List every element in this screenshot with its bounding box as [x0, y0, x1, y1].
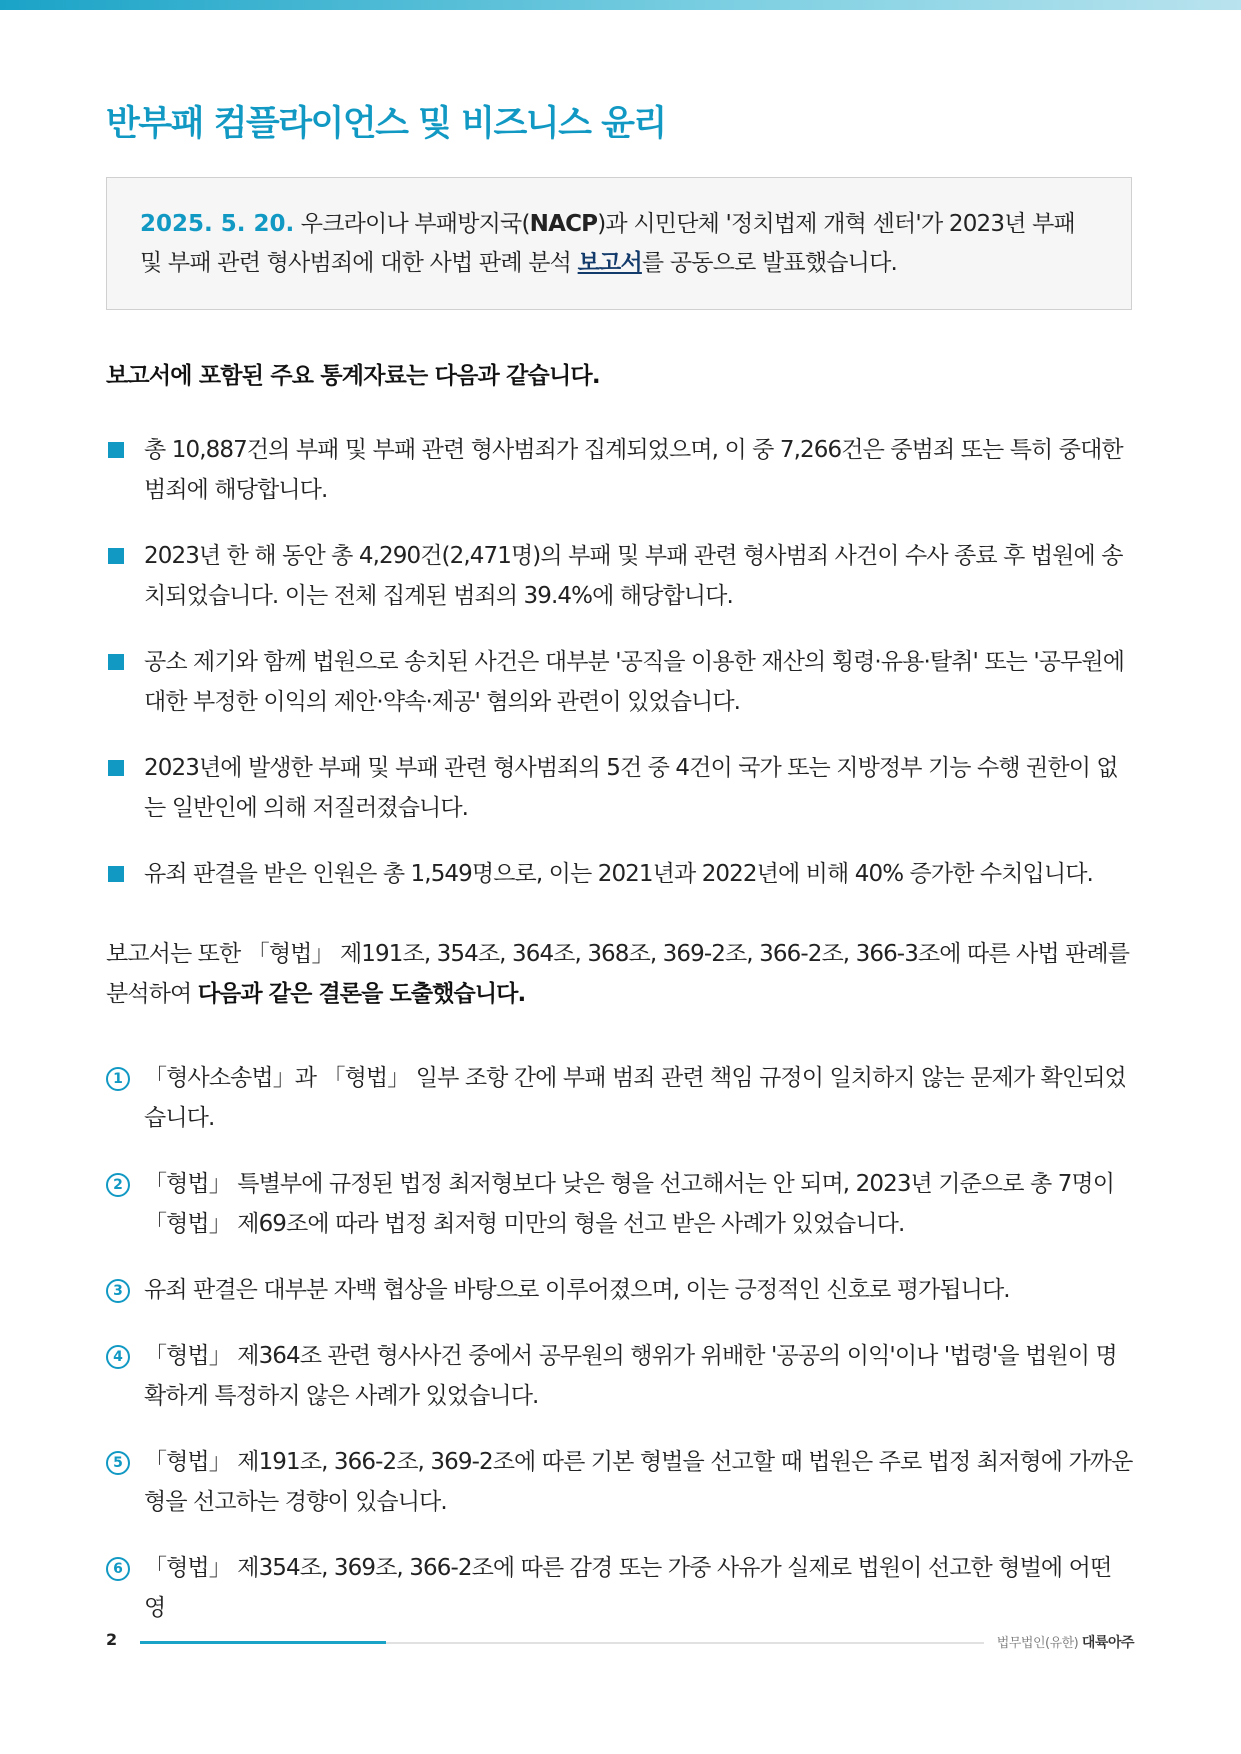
circled-number-icon: 6: [106, 1557, 130, 1581]
finding-text: 유죄 판결은 대부분 자백 협상을 바탕으로 이루어졌으며, 이는 긍정적인 신호로 평가됩니다.: [144, 1277, 1010, 1303]
circled-number-icon: 3: [106, 1279, 130, 1303]
circled-number-icon: 1: [106, 1067, 130, 1091]
page-footer: [106, 1630, 1134, 1660]
notice-nacp: NACP: [529, 211, 598, 237]
finding-text: 「형사소송법」과 「형법」 일부 조항 간에 부패 범죄 관련 책임 규정이 일치하지 않는 문제가 확인되었습니다.: [144, 1065, 1126, 1131]
findings-list: [106, 1058, 1134, 1654]
paragraph-text: 보고서는 또한 「형법」 제191조, 354조, 364조, 368조, 369-2조, 366-2조, 366-3조에 따른 사법 판례를 분석하여: [106, 941, 1130, 1007]
circled-number-icon: 5: [106, 1451, 130, 1475]
square-bullet-icon: [108, 442, 124, 458]
finding-item: [106, 1442, 1134, 1522]
page-number: 2: [106, 1630, 118, 1649]
square-bullet-icon: [108, 654, 124, 670]
notice-text-after: 를 공동으로 발표했습니다.: [641, 250, 898, 276]
finding-item: [106, 1270, 1134, 1310]
list-item-text: 2023년 한 해 동안 총 4,290건(2,471명)의 부패 및 부패 관련 형사범죄 사건이 수사 종료 후 법원에 송치되었습니다. 이는 전체 집계된 범죄의 39.4%에 해당합니다.: [144, 543, 1123, 609]
list-item: [106, 430, 1134, 510]
paragraph-end: .: [517, 981, 526, 1007]
page-title: 반부패 컴플라이언스 및 비즈니스 윤리: [106, 104, 666, 144]
conclusion-intro-paragraph: [106, 934, 1134, 1014]
notice-text-before: 우크라이나 부패방지국(: [294, 211, 530, 237]
finding-text: 「형법」 제191조, 366-2조, 369-2조에 따른 기본 형벌을 선고할 때 법원은 주로 법정 최저형에 가까운 형을 선고하는 경향이 있습니다.: [144, 1449, 1133, 1515]
list-item-text: 유죄 판결을 받은 인원은 총 1,549명으로, 이는 2021년과 2022년에 비해 40% 증가한 수치입니다.: [144, 861, 1093, 887]
square-bullet-icon: [108, 866, 124, 882]
list-item: [106, 642, 1134, 722]
square-bullet-icon: [108, 760, 124, 776]
finding-text: 「형법」 특별부에 규정된 법정 최저형보다 낮은 형을 선고해서는 안 되며, 2023년 기준으로 총 7명이 「형법」 제69조에 따라 법정 최저형 미만의 형을 선고 받은 사례가 있었습니다.: [144, 1171, 1115, 1237]
firm-prefix: 법무법인(유한): [996, 1636, 1082, 1651]
statistics-heading: 보고서에 포함된 주요 통계자료는 다음과 같습니다.: [106, 363, 600, 389]
finding-text: 「형법」 제364조 관련 형사사건 중에서 공무원의 행위가 위배한 '공공의 이익'이나 '법령'을 법원이 명확하게 특정하지 않은 사례가 있었습니다.: [144, 1343, 1117, 1409]
notice-text-middle: )과 시민단체 '정치법제 개혁 센터'가 2023년 부패 및 부패 관련 형사범죄에 대한 사법 판례 분석: [140, 211, 1075, 276]
paragraph-strong: 다음과 같은 결론을 도출했습니다: [197, 981, 518, 1007]
square-bullet-icon: [108, 548, 124, 564]
statistics-list: [106, 430, 1134, 920]
list-item-text: 2023년에 발생한 부패 및 부패 관련 형사범죄의 5건 중 4건이 국가 또는 지방정부 기능 수행 권한이 없는 일반인에 의해 저질러졌습니다.: [144, 755, 1118, 821]
list-item: [106, 536, 1134, 616]
finding-item: [106, 1164, 1134, 1244]
circled-number-icon: 2: [106, 1173, 130, 1197]
top-accent-bar: [0, 0, 1241, 10]
firm-brand: 대륙아주: [1081, 1635, 1134, 1651]
list-item-text: 총 10,887건의 부패 및 부패 관련 형사범죄가 집계되었으며, 이 중 7,266건은 중범죄 또는 특히 중대한 범죄에 해당합니다.: [144, 437, 1123, 503]
finding-text: 「형법」 제354조, 369조, 366-2조에 따른 감경 또는 가중 사유가 실제로 법원이 선고한 형벌에 어떤 영: [144, 1555, 1112, 1621]
finding-item: [106, 1058, 1134, 1138]
list-item: [106, 748, 1134, 828]
report-link[interactable]: 보고서: [577, 250, 642, 276]
finding-item: [106, 1336, 1134, 1416]
notice-box: [106, 177, 1132, 310]
notice-date: 2025. 5. 20.: [140, 211, 295, 237]
list-item-text: 공소 제기와 함께 법원으로 송치된 사건은 대부분 '공직을 이용한 재산의 횡령·유용·탈취' 또는 '공무원에 대한 부정한 이익의 제안·약속·제공' 혐의와 관련이 있었습니다.: [144, 649, 1125, 715]
footer-rule-accent: [140, 1641, 386, 1644]
finding-item: [106, 1548, 1134, 1628]
list-item: [106, 854, 1134, 894]
circled-number-icon: 4: [106, 1345, 130, 1369]
firm-name: [997, 1632, 1134, 1652]
